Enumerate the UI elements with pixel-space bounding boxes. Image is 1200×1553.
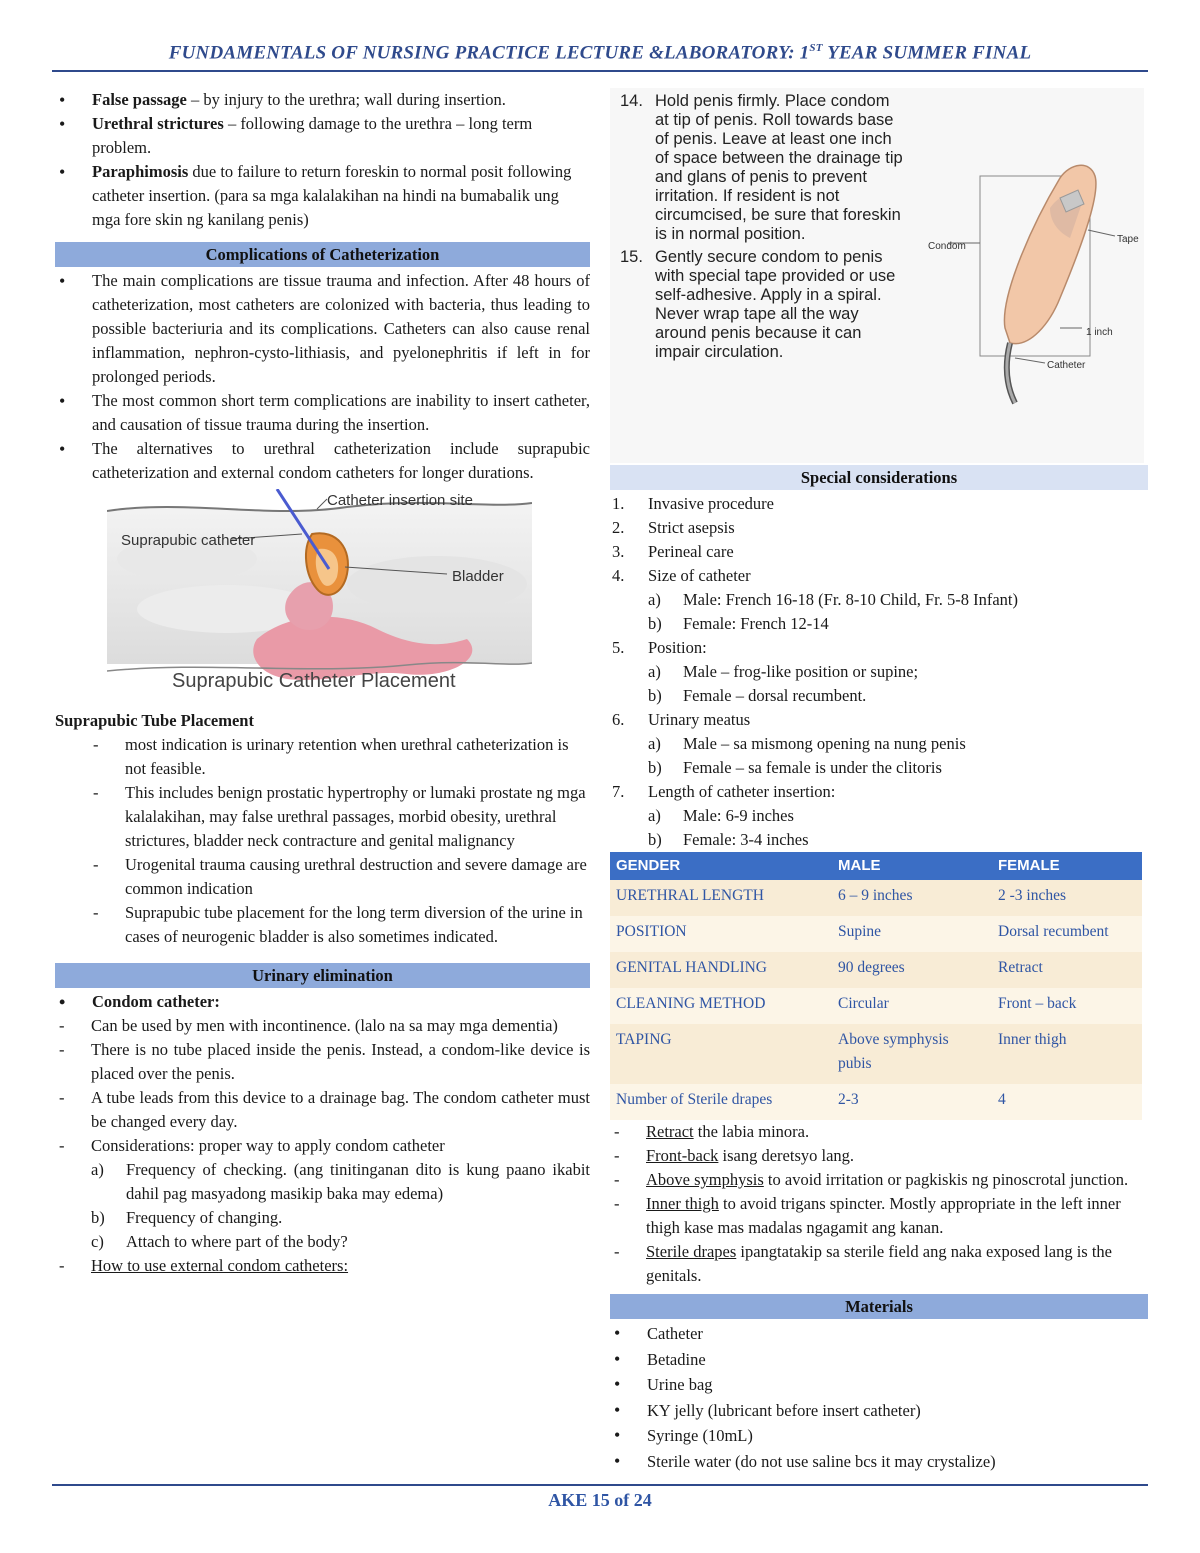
item-text: Female – sa female is under the clitoris bbox=[683, 758, 942, 777]
list-item bbox=[648, 732, 1148, 756]
term: False passage bbox=[92, 90, 187, 109]
list-item: - This includes benign prostatic hypertrophy or lumaki prostate ng mga kalalakihan, may false urethral passages, morbid obesity, urethral strictures, bladder neck contracture and genital malignancy bbox=[89, 781, 590, 853]
list-item: • The main complications are tissue trauma and infection. After 48 hours of catheterization, most catheters are colonized with bacteria, thus leading to possible bacteriuria and its complications. Catheters can also cause renal inflammation, nephron-cysto-lithiasis, and pyelonephritis if left in for prolonged periods. bbox=[55, 269, 590, 389]
item-text: Male: French 16-18 (Fr. 8-10 Child, Fr. 5-8 Infant) bbox=[683, 590, 1018, 609]
gender-comparison-table bbox=[610, 852, 1142, 1120]
term: Paraphimosis bbox=[92, 162, 189, 181]
item-number: 3. bbox=[612, 542, 625, 561]
list-item bbox=[55, 1134, 590, 1254]
table-cell: Above symphysis pubis bbox=[832, 1024, 992, 1084]
list-item bbox=[648, 828, 1148, 852]
item-text: Attach to where part of the body? bbox=[126, 1232, 348, 1251]
list-item bbox=[648, 612, 1148, 636]
note-key: Retract bbox=[646, 1122, 694, 1141]
list-item: - A tube leads from this device to a drainage bag. The condom catheter must be changed every day. bbox=[55, 1086, 590, 1134]
item-text: Frequency of checking. (ang tinitinganan dito is kung paano ikabit dahil pag masyadong masikip baka may edema) bbox=[126, 1160, 590, 1203]
condom-list bbox=[55, 1014, 590, 1278]
table-cell: 4 bbox=[992, 1084, 1142, 1120]
list-item: • Betadine bbox=[610, 1347, 1148, 1373]
steps-text bbox=[620, 92, 905, 366]
sub-list bbox=[648, 588, 1148, 636]
table-row bbox=[610, 916, 1142, 952]
page-header bbox=[52, 42, 1148, 64]
figure-caption: Suprapubic Catheter Placement bbox=[172, 670, 456, 692]
considerations-list bbox=[91, 1158, 590, 1254]
label-condom: Condom bbox=[928, 241, 966, 252]
list-item bbox=[610, 636, 1148, 708]
notes-list bbox=[610, 1120, 1148, 1288]
table-header-cell: GENDER bbox=[610, 852, 832, 880]
list-item: • Catheter bbox=[610, 1321, 1148, 1347]
table-cell: GENITAL HANDLING bbox=[610, 952, 832, 988]
item-text: Male – sa mismong opening na nung penis bbox=[683, 734, 966, 753]
item-text: Female: 3-4 inches bbox=[683, 830, 809, 849]
table-header-cell: FEMALE bbox=[992, 852, 1142, 880]
section-title-urinary: Urinary elimination bbox=[55, 963, 590, 988]
table-cell: Supine bbox=[832, 916, 992, 952]
note-text: isang deretsyo lang. bbox=[718, 1146, 855, 1165]
table-header-row bbox=[610, 852, 1142, 880]
intro-list bbox=[55, 88, 590, 232]
label-catheter: Catheter bbox=[1047, 360, 1086, 371]
list-item bbox=[648, 756, 1148, 780]
list-item: • Urine bag bbox=[610, 1372, 1148, 1398]
label-one-inch: 1 inch bbox=[1086, 327, 1113, 338]
item-mark: a) bbox=[648, 806, 661, 825]
list-item bbox=[610, 492, 1148, 516]
list-item bbox=[610, 1144, 1148, 1168]
table-cell: CLEANING METHOD bbox=[610, 988, 832, 1024]
item-text: Size of catheter bbox=[648, 566, 751, 585]
table-cell: POSITION bbox=[610, 916, 832, 952]
list-item bbox=[610, 564, 1148, 636]
note-text: the labia minora. bbox=[693, 1122, 810, 1141]
list-item bbox=[610, 1192, 1148, 1240]
table-cell: 2 -3 inches bbox=[992, 880, 1142, 916]
list-item: - There is no tube placed inside the penis. Instead, a condom-like device is placed over the penis. bbox=[55, 1038, 590, 1086]
term-text: – by injury to the urethra; wall during insertion. bbox=[186, 90, 506, 109]
list-item: - Suprapubic tube placement for the long term diversion of the urine in cases of neurogenic bladder is also sometimes indicated. bbox=[89, 901, 590, 949]
list-item bbox=[91, 1230, 590, 1254]
note-text: ipangtatakip sa sterile field ang naka exposed lang is the genitals. bbox=[646, 1242, 1112, 1285]
list-item: - Urogenital trauma causing urethral destruction and severe damage are common indication bbox=[89, 853, 590, 901]
table-cell: 90 degrees bbox=[832, 952, 992, 988]
item-number: 4. bbox=[612, 566, 625, 585]
right-column bbox=[610, 88, 1148, 1474]
sub-list bbox=[648, 732, 1148, 780]
list-item bbox=[55, 1254, 590, 1278]
considerations-text: Considerations: proper way to apply condom catheter bbox=[91, 1136, 445, 1155]
note-key: Above symphysis bbox=[646, 1170, 764, 1189]
list-item: • KY jelly (lubricant before insert catheter) bbox=[610, 1398, 1148, 1424]
condom-illustration bbox=[910, 148, 1140, 408]
list-item: • The most common short term complications are inability to insert catheter, and causation of tissue trauma during the insertion. bbox=[55, 389, 590, 437]
step-text: Gently secure condom to penis with special tape provided or use self-adhesive. Apply in a spiral. Never wrap tape all the way around penis because it can impair circulation. bbox=[655, 248, 896, 361]
item-mark: a) bbox=[648, 734, 661, 753]
table-cell: Retract bbox=[992, 952, 1142, 988]
table-cell: 2-3 bbox=[832, 1084, 992, 1120]
step-number: 15. bbox=[620, 248, 643, 266]
item-text: Female – dorsal recumbent. bbox=[683, 686, 867, 705]
list-item bbox=[610, 780, 1148, 852]
step-item bbox=[620, 92, 905, 244]
note-key: Front-back bbox=[646, 1146, 719, 1165]
suprapubic-list bbox=[55, 733, 590, 949]
list-item bbox=[610, 1240, 1148, 1288]
header-title: FUNDAMENTALS OF NURSING PRACTICE LECTURE &LABORATORY: 1 bbox=[168, 42, 810, 64]
list-item bbox=[648, 804, 1148, 828]
list-item: • Syringe (10mL) bbox=[610, 1423, 1148, 1449]
item-mark: c) bbox=[91, 1232, 104, 1251]
step-item bbox=[620, 248, 905, 362]
materials-list bbox=[610, 1321, 1148, 1474]
item-text: Invasive procedure bbox=[648, 494, 774, 513]
item-mark: a) bbox=[91, 1160, 104, 1179]
complications-list bbox=[55, 269, 590, 485]
table-row bbox=[610, 952, 1142, 988]
table-cell: Number of Sterile drapes bbox=[610, 1084, 832, 1120]
label-insertion-site: Catheter insertion site bbox=[327, 492, 473, 509]
table-cell: Dorsal recumbent bbox=[992, 916, 1142, 952]
section-title-special: Special considerations bbox=[610, 465, 1148, 490]
left-column bbox=[55, 88, 590, 1278]
list-item bbox=[610, 540, 1148, 564]
item-mark: a) bbox=[648, 662, 661, 681]
item-mark: b) bbox=[648, 614, 662, 633]
section-title-complications: Complications of Catheterization bbox=[55, 242, 590, 267]
item-mark: a) bbox=[648, 590, 661, 609]
header-rule bbox=[52, 70, 1148, 72]
table-row bbox=[610, 1024, 1142, 1084]
footer-rule bbox=[52, 1484, 1148, 1486]
list-item bbox=[648, 684, 1148, 708]
table-cell: Front – back bbox=[992, 988, 1142, 1024]
item-mark: b) bbox=[648, 686, 662, 705]
item-text: Position: bbox=[648, 638, 707, 657]
item-text: How to use external condom catheters: bbox=[91, 1256, 349, 1275]
item-text: Length of catheter insertion: bbox=[648, 782, 836, 801]
sub-list bbox=[648, 660, 1148, 708]
note-key: Sterile drapes bbox=[646, 1242, 737, 1261]
item-text: Perineal care bbox=[648, 542, 734, 561]
label-tape: Tape bbox=[1117, 234, 1139, 245]
note-text: to avoid irritation or pagkiskis ng pinoscrotal junction. bbox=[763, 1170, 1129, 1189]
table-cell: URETHRAL LENGTH bbox=[610, 880, 832, 916]
list-item bbox=[55, 88, 590, 112]
table-row bbox=[610, 880, 1142, 916]
item-mark: b) bbox=[91, 1208, 105, 1227]
list-item bbox=[648, 660, 1148, 684]
item-number: 1. bbox=[612, 494, 625, 513]
item-text: Male: 6-9 inches bbox=[683, 806, 794, 825]
list-item bbox=[55, 112, 590, 160]
list-item bbox=[610, 1168, 1148, 1192]
condom-steps-figure bbox=[610, 88, 1144, 463]
item-text: Female: French 12-14 bbox=[683, 614, 829, 633]
urinary-list bbox=[55, 990, 590, 1014]
note-key: Inner thigh bbox=[646, 1194, 719, 1213]
list-item bbox=[91, 1158, 590, 1206]
list-item bbox=[610, 708, 1148, 780]
term-text: – following damage to the urethra – long term problem. bbox=[92, 114, 533, 157]
special-list bbox=[610, 492, 1148, 852]
sub-list bbox=[648, 804, 1148, 852]
item-number: 2. bbox=[612, 518, 625, 537]
list-item: • Sterile water (do not use saline bcs it may crystalize) bbox=[610, 1449, 1148, 1475]
table-cell: Circular bbox=[832, 988, 992, 1024]
table-cell: TAPING bbox=[610, 1024, 832, 1084]
section-title-suprapubic: Suprapubic Tube Placement bbox=[55, 711, 254, 730]
header-title-tail: YEAR SUMMER FINAL bbox=[822, 42, 1032, 64]
item-text: Urinary meatus bbox=[648, 710, 751, 729]
item-mark: b) bbox=[648, 758, 662, 777]
item-number: 6. bbox=[612, 710, 625, 729]
label-suprapubic-catheter: Suprapubic catheter bbox=[121, 532, 256, 549]
list-item bbox=[55, 160, 590, 232]
header-title-superscript: ST bbox=[809, 42, 823, 54]
table-row bbox=[610, 988, 1142, 1024]
step-number: 14. bbox=[620, 92, 643, 110]
list-item: - most indication is urinary retention when urethral catheterization is not feasible. bbox=[89, 733, 590, 781]
list-item: • The alternatives to urethral catheterization include suprapubic catheterization and external condom catheters for longer durations. bbox=[55, 437, 590, 485]
table-header-cell: MALE bbox=[832, 852, 992, 880]
list-item: - Can be used by men with incontinence. (lalo na sa may mga dementia) bbox=[55, 1014, 590, 1038]
item-mark: b) bbox=[648, 830, 662, 849]
item-text: Strict asepsis bbox=[648, 518, 735, 537]
item-text: Frequency of changing. bbox=[126, 1208, 283, 1227]
list-item-condom: • Condom catheter: bbox=[55, 990, 590, 1014]
section-title-materials: Materials bbox=[610, 1294, 1148, 1319]
item-number: 5. bbox=[612, 638, 625, 657]
table-cell: 6 – 9 inches bbox=[832, 880, 992, 916]
item-text: Male – frog-like position or supine; bbox=[683, 662, 919, 681]
table-row bbox=[610, 1084, 1142, 1120]
step-text: Hold penis firmly. Place condom at tip of penis. Roll towards base of penis. Leave at least one inch of space between the drainage tip and glans of penis to prevent irritation. If resident is not circumcised, be sure that foreskin is in normal position. bbox=[655, 92, 903, 243]
suprapubic-figure bbox=[107, 489, 532, 701]
term-text: due to failure to return foreskin to normal posit following catheter insertion. (para sa mga kalalakihan na hindi na bumabalik ung mga fore skin ng kanilang penis) bbox=[92, 162, 572, 229]
table-cell: Inner thigh bbox=[992, 1024, 1142, 1084]
list-item bbox=[91, 1206, 590, 1230]
list-item bbox=[610, 1120, 1148, 1144]
list-item bbox=[610, 516, 1148, 540]
list-item bbox=[648, 588, 1148, 612]
term: Urethral strictures bbox=[92, 114, 224, 133]
label-bladder: Bladder bbox=[452, 568, 504, 585]
page-number: AKE 15 of 24 bbox=[548, 1490, 652, 1510]
item-number: 7. bbox=[612, 782, 625, 801]
note-text: to avoid trigans spincter. Mostly appropriate in the left inner thigh kase mas madalas ngagamit ang kanan. bbox=[646, 1194, 1121, 1237]
